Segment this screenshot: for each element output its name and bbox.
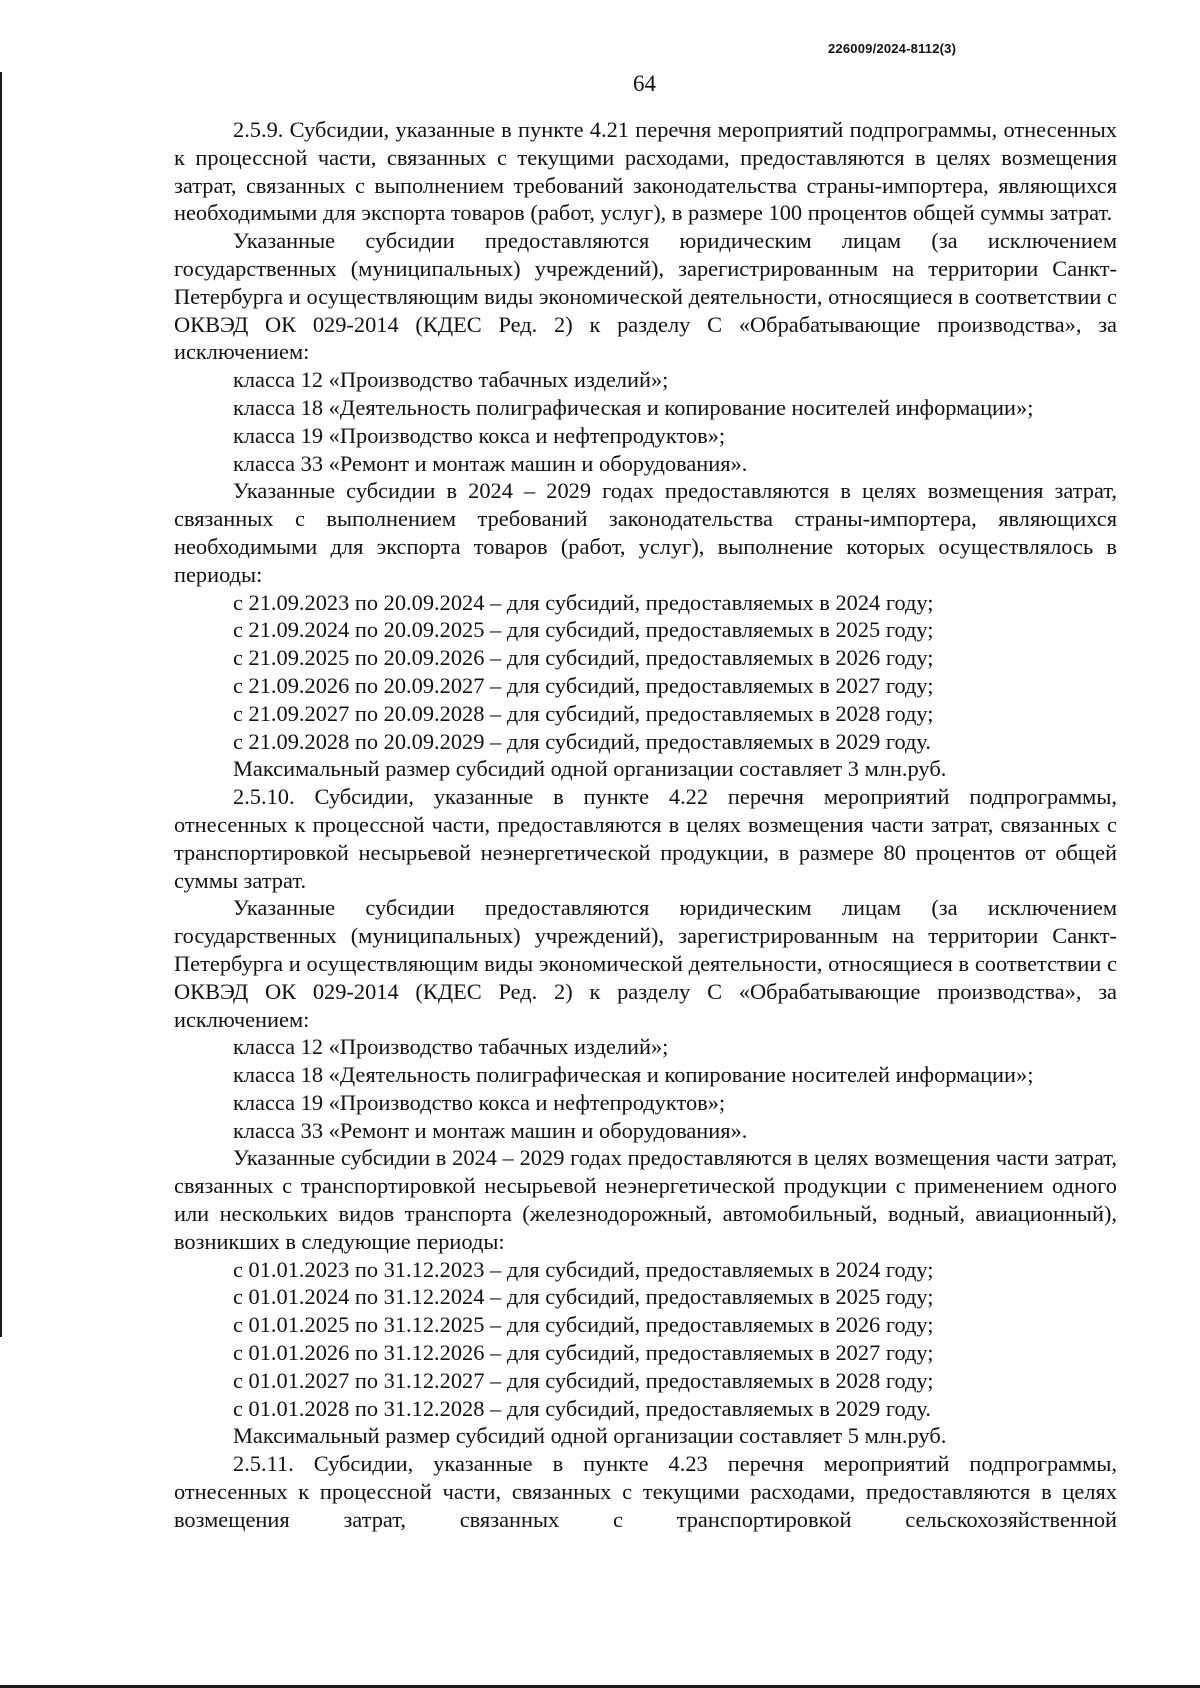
exclusion-item: класса 19 «Производство кокса и нефтепродуктов»; (233, 1089, 726, 1115)
scan-left-edge (0, 72, 2, 1337)
document-id: 226009/2024-8112(3) (828, 41, 957, 56)
section-2-5-9-recipients: Указанные субсидии предоставляются юридическим лицам (за исключением государственных (муниципальных) учреждений), зарегистрированным на территории Санкт-Петербурга и осуществляющим виды экономической деятельности, относящиеся в соответствии с ОКВЭД ОК 029-2014 (КДЕС Ред. 2) к разделу С «Обрабатывающие производства», за исключением: (174, 228, 1117, 365)
period-item: с 21.09.2023 по 20.09.2024 – для субсидий, предоставляемых в 2024 году; (233, 589, 934, 615)
period-item: с 21.09.2028 по 20.09.2029 – для субсидий, предоставляемых в 2029 году. (233, 728, 931, 754)
period-item: с 21.09.2024 по 20.09.2025 – для субсидий, предоставляемых в 2025 году; (233, 617, 934, 643)
section-2-5-10-periods-intro: Указанные субсидии в 2024 – 2029 годах предоставляются в целях возмещения части затрат, связанных с транспортировкой несырьевой неэнергетической продукции с применением одного или нескольких видов транспорта (железнодорожный, автомобильный, водный, авиационный), возникших в следующие периоды: (174, 1145, 1117, 1254)
period-item: с 01.01.2025 по 31.12.2025 – для субсидий, предоставляемых в 2026 году; (233, 1312, 934, 1338)
document-body (174, 116, 1117, 1534)
period-item: с 21.09.2025 по 20.09.2026 – для субсидий, предоставляемых в 2026 году; (233, 645, 934, 671)
section-2-5-10-recipients: Указанные субсидии предоставляются юридическим лицам (за исключением государственных (муниципальных) учреждений), зарегистрированным на территории Санкт-Петербурга и осуществляющим виды экономической деятельности, относящиеся в соответствии с ОКВЭД ОК 029-2014 (КДЕС Ред. 2) к разделу С «Обрабатывающие производства», за исключением: (174, 895, 1117, 1032)
section-2-5-10-paragraph: 2.5.10. Субсидии, указанные в пункте 4.22 перечня мероприятий подпрограммы, отнесенных к процессной части, предоставляются в целях возмещения части затрат, связанных с транспортировкой несырьевой неэнергетической продукции, в размере 80 процентов от общей суммы затрат. (174, 784, 1117, 893)
section-2-5-10-max-amount: Максимальный размер субсидий одной организации составляет 5 млн.руб. (233, 1423, 947, 1449)
page-number: 64 (633, 71, 656, 96)
section-2-5-11-paragraph: 2.5.11. Субсидии, указанные в пункте 4.23 перечня мероприятий подпрограммы, отнесенных к процессной части, связанных с текущими расходами, предоставляются в целях возмещения затрат, связанных с транспортировкой сельскохозяйственной (174, 1451, 1117, 1532)
exclusion-item: класса 33 «Ремонт и монтаж машин и оборудования». (233, 450, 748, 476)
section-2-5-9-periods (174, 589, 1117, 756)
exclusion-item: класса 18 «Деятельность полиграфическая и копирование носителей информации»; (233, 1062, 1034, 1088)
section-2-5-10-exclusions (174, 1033, 1117, 1144)
period-item: с 01.01.2023 по 31.12.2023 – для субсидий, предоставляемых в 2024 году; (233, 1256, 934, 1282)
exclusion-item: класса 12 «Производство табачных изделий»; (233, 1034, 669, 1060)
exclusion-item: класса 33 «Ремонт и монтаж машин и оборудования». (233, 1117, 748, 1143)
period-item: с 01.01.2024 по 31.12.2024 – для субсидий, предоставляемых в 2025 году; (233, 1284, 934, 1310)
section-2-5-9-exclusions (174, 366, 1117, 477)
period-item: с 21.09.2026 по 20.09.2027 – для субсидий, предоставляемых в 2027 году; (233, 672, 934, 698)
period-item: с 21.09.2027 по 20.09.2028 – для субсидий, предоставляемых в 2028 году; (233, 700, 934, 726)
period-item: с 01.01.2026 по 31.12.2026 – для субсидий, предоставляемых в 2027 году; (233, 1340, 934, 1366)
exclusion-item: класса 19 «Производство кокса и нефтепродуктов»; (233, 422, 726, 448)
exclusion-item: класса 18 «Деятельность полиграфическая и копирование носителей информации»; (233, 394, 1034, 420)
period-item: с 01.01.2027 по 31.12.2027 – для субсидий, предоставляемых в 2028 году; (233, 1367, 934, 1393)
section-2-5-9-periods-intro: Указанные субсидии в 2024 – 2029 годах предоставляются в целях возмещения затрат, связанных с выполнением требований законодательства страны-импортера, являющихся необходимыми для экспорта товаров (работ, услуг), выполнение которых осуществлялось в периоды: (174, 478, 1117, 587)
exclusion-item: класса 12 «Производство табачных изделий»; (233, 367, 669, 393)
period-item: с 01.01.2028 по 31.12.2028 – для субсидий, предоставляемых в 2029 году. (233, 1395, 931, 1421)
section-2-5-9-paragraph: 2.5.9. Субсидии, указанные в пункте 4.21 перечня мероприятий подпрограммы, отнесенных к процессной части, связанных с текущими расходами, предоставляются в целях возмещения затрат, связанных с выполнением требований законодательства страны-импортера, являющихся необходимыми для экспорта товаров (работ, услуг), в размере 100 процентов общей суммы затрат. (174, 117, 1117, 226)
section-2-5-10-periods (174, 1256, 1117, 1423)
section-2-5-9-max-amount: Максимальный размер субсидий одной организации составляет 3 млн.руб. (233, 756, 947, 782)
